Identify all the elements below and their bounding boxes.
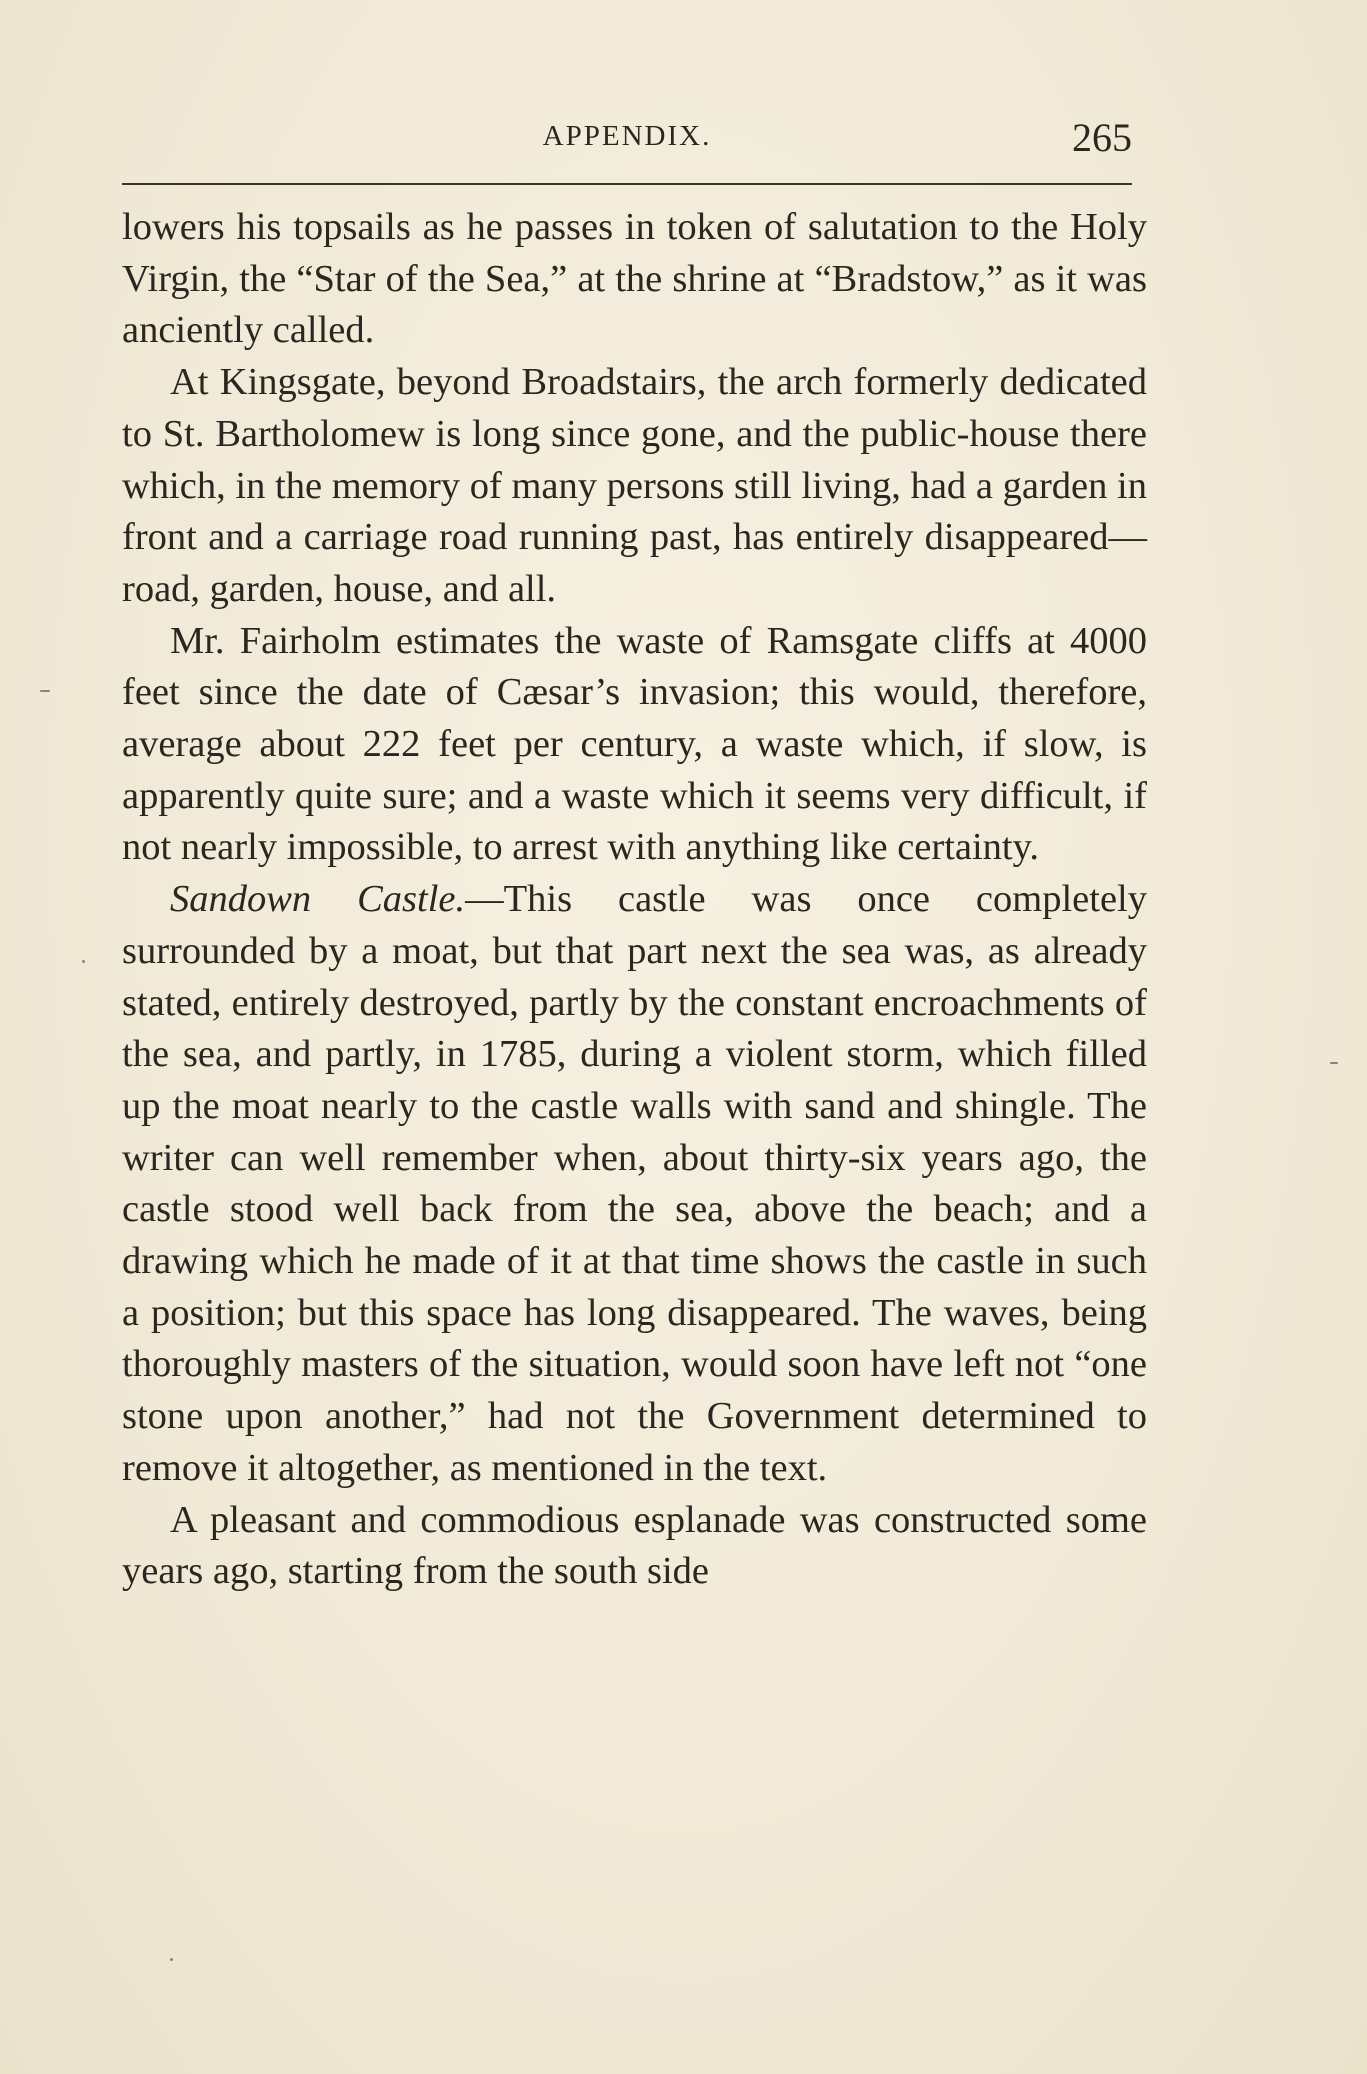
paragraph-4 <box>122 874 1147 1494</box>
paper-speck <box>170 1958 173 1961</box>
header-rule <box>122 183 1132 185</box>
page-header <box>122 115 1132 168</box>
page-number: 265 <box>1072 115 1132 160</box>
italic-lead: Sandown Castle. <box>170 878 466 921</box>
paragraph-2: At Kingsgate, beyond Broadstairs, the arch formerly dedicated to St. Bartholomew is long since gone, and the public-house there which, in the memory of many persons still living, had a garden in front and a carriage road running past, has entirely disappeared—road, garden, house, and all. <box>122 361 1147 610</box>
running-head: APPENDIX. <box>542 120 712 152</box>
paragraph-3: Mr. Fairholm estimates the waste of Ramsgate cliffs at 4000 feet since the date of Cæsar’s invasion; this would, therefore, average about 222 feet per century, a waste which, if slow, is apparently quite sure; and a waste which it seems very difficult, if not nearly impossible, to arrest with anything like certainty. <box>122 619 1147 869</box>
paragraph-1: lowers his topsails as he passes in token of salutation to the Holy Virgin, the “Star of the Sea,” at the shrine at “Bradstow,” as it was anciently called. <box>122 206 1147 352</box>
paragraph-4-text: —This castle was once completely surrounded by a moat, but that part next the sea was, as already stated, entirely destroyed, partly by the constant encroachments of the sea, and partly, in 1785, during a violent storm, which filled up the moat nearly to the castle walls with sand and shingle. The writer can well remember when, about thirty-six years ago, the castle stood well back from the sea, above the beach; and a drawing which he made of it at that time shows the castle in such a position; but this space has long disappeared. The waves, being thoroughly masters of the situation, would soon have left not “one stone upon another,” had not the Government determined to remove it altogether, as mentioned in the text. <box>122 878 1147 1489</box>
paper-speck <box>40 690 50 692</box>
paper-speck <box>1330 1062 1338 1064</box>
paper-speck <box>82 960 85 963</box>
paragraph-5: A pleasant and commodious esplanade was constructed some years ago, starting from the south side <box>122 1498 1147 1593</box>
body-text <box>122 202 1147 1598</box>
